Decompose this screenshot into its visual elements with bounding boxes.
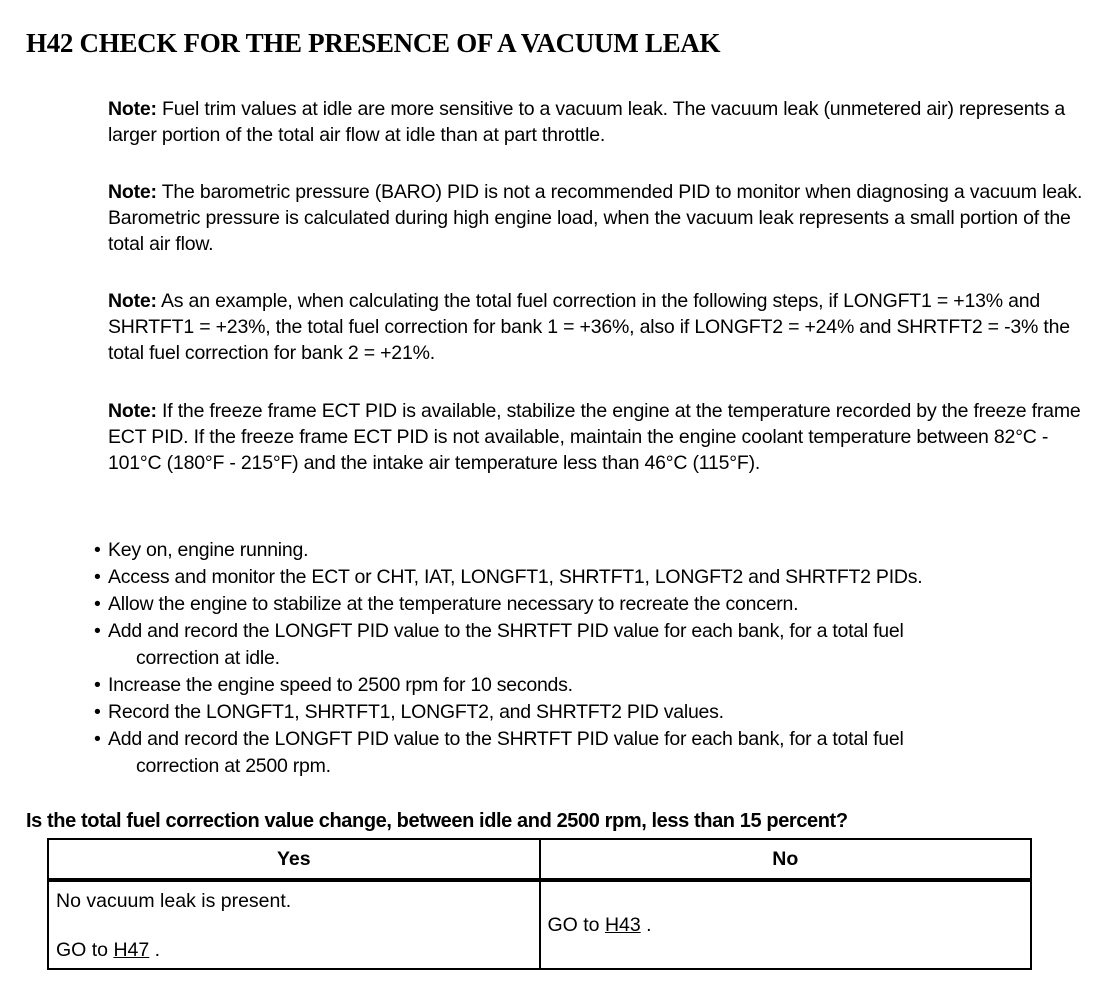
- note-example-calculation: [108, 288, 1088, 366]
- note-text: Fuel trim values at idle are more sensitive to a vacuum leak. The vacuum leak (unmetered air) represents a larger portion of the total air flow at idle than at part throttle.: [108, 98, 1065, 146]
- note-label: Note:: [108, 400, 157, 422]
- no-goto: [548, 914, 652, 936]
- link-h43[interactable]: H43: [604, 913, 641, 936]
- step-item: [94, 726, 1104, 780]
- note-text: As an example, when calculating the total fuel correction in the following steps, if LONGFT1 = +13% and SHRTFT1 = +23%, the total fuel correction for bank 1 = +36%, also if LONGFT2 = +24% and SHRTFT2 = -3% the total fuel correction for bank 2 = +21%.: [108, 290, 1070, 364]
- bullet-icon: •: [94, 593, 101, 615]
- bullet-icon: •: [94, 674, 101, 696]
- note-baro-pid: [108, 179, 1088, 257]
- cell-yes: [48, 880, 540, 969]
- goto-prefix: GO to: [56, 939, 114, 961]
- step-continuation: correction at 2500 rpm.: [136, 755, 331, 777]
- yes-result-text: No vacuum leak is present.: [56, 890, 292, 912]
- cell-no: [540, 880, 1032, 969]
- note-freeze-frame-ect: [108, 398, 1088, 476]
- header-yes: Yes: [48, 839, 540, 880]
- note-text: If the freeze frame ECT PID is available, stabilize the engine at the temperature recorded by the freeze frame ECT PID. If the freeze frame ECT PID is not available, maintain the engine coolant temperature between 82°C - 101°C (180°F - 215°F) and the intake air temperature less than 46°C (115°F).: [108, 400, 1081, 474]
- step-continuation: correction at idle.: [136, 647, 280, 669]
- bullet-icon: •: [94, 728, 101, 750]
- step-item: [94, 537, 1104, 564]
- step-item: [94, 699, 1104, 726]
- step-text: Record the LONGFT1, SHRTFT1, LONGFT2, and SHRTFT2 PID values.: [108, 701, 724, 723]
- note-text: The barometric pressure (BARO) PID is not a recommended PID to monitor when diagnosing a vacuum leak. Barometric pressure is calculated during high engine load, when the vacuum leak represents a small portion of the total air flow.: [108, 181, 1083, 255]
- step-text: Key on, engine running.: [108, 539, 309, 561]
- step-text: Increase the engine speed to 2500 rpm for 10 seconds.: [108, 674, 573, 696]
- procedure-steps: [94, 537, 1104, 780]
- page-title: H42 CHECK FOR THE PRESENCE OF A VACUUM LEAK: [26, 28, 721, 58]
- step-text: Add and record the LONGFT PID value to the SHRTFT PID value for each bank, for a total fuel: [108, 620, 904, 642]
- bullet-icon: •: [94, 539, 101, 561]
- step-item: [94, 672, 1104, 699]
- bullet-icon: •: [94, 701, 101, 723]
- decision-question: Is the total fuel correction value change, between idle and 2500 rpm, less than 15 percent?: [26, 810, 848, 832]
- header-no: No: [540, 839, 1032, 880]
- table-header-row: [48, 839, 1031, 880]
- decision-table: [47, 838, 1032, 970]
- bullet-icon: •: [94, 566, 101, 588]
- note-label: Note:: [108, 290, 157, 312]
- step-text: Add and record the LONGFT PID value to the SHRTFT PID value for each bank, for a total fuel: [108, 728, 904, 750]
- table-row: [48, 880, 1031, 969]
- step-item: [94, 564, 1104, 591]
- step-item: [94, 591, 1104, 618]
- note-idle-sensitivity: [108, 96, 1088, 148]
- step-item: [94, 618, 1104, 672]
- goto-suffix: .: [149, 939, 161, 961]
- link-h47[interactable]: H47: [113, 939, 150, 961]
- goto-suffix: .: [640, 913, 652, 936]
- goto-prefix: GO to: [547, 913, 605, 936]
- yes-goto: [56, 939, 539, 962]
- note-label: Note:: [108, 98, 157, 120]
- note-label: Note:: [108, 181, 157, 203]
- bullet-icon: •: [94, 620, 101, 642]
- step-text: Access and monitor the ECT or CHT, IAT, LONGFT1, SHRTFT1, LONGFT2 and SHRTFT2 PIDs.: [108, 566, 923, 588]
- step-text: Allow the engine to stabilize at the temperature necessary to recreate the concern.: [108, 593, 799, 615]
